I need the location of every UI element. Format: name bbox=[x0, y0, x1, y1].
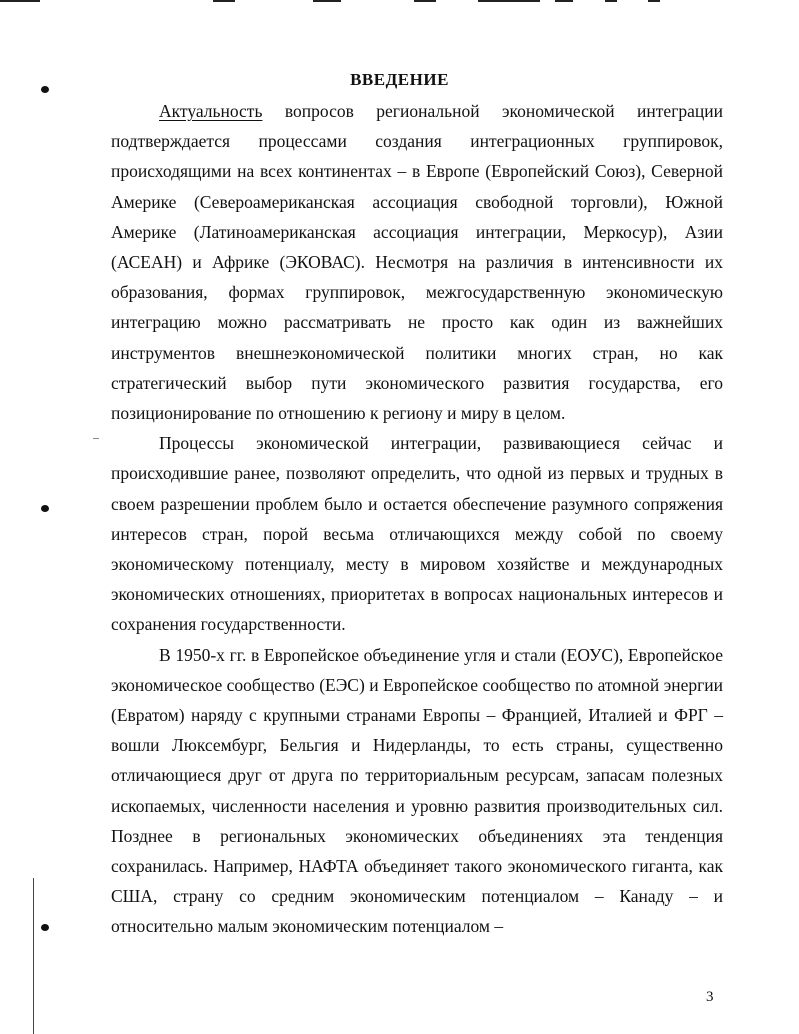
scan-edge-line bbox=[313, 0, 341, 2]
underlined-term: Актуальность bbox=[159, 101, 263, 121]
scan-edge-line bbox=[605, 0, 617, 2]
scan-edge-line bbox=[33, 878, 34, 1034]
body-text bbox=[111, 96, 723, 942]
binder-hole-mark bbox=[41, 924, 49, 931]
page-title: ВВЕДЕНИЕ bbox=[350, 70, 449, 89]
paragraph-text: вопросов региональной экономической интеграции подтверждается процессами создания интеграционных группировок, происходящими на всех континентах – в Европе (Европейский Союз), Северной Америке (Североамериканская ассоциация свободной торговли), Южной Америке (Латиноамериканская ассоциация интеграции, Меркосур), Азии (АСЕАН) и Африке (ЭКОВАС). Несмотря на различия в интенсивности их образования, формах группировок, межгосударственную экономическую интеграцию можно рассматривать не просто как один из важнейших инструментов внешнеэкономической политики многих стран, но как стратегический выбор пути экономического развития государства, его позиционирование по отношению к региону и миру в целом. bbox=[111, 101, 723, 424]
scan-edge-line bbox=[0, 0, 40, 2]
paragraph-history: В 1950-х гг. в Европейское объединение угля и стали (ЕОУС), Европейское экономическое сообщество (ЕЭС) и Европейское сообщество по атомной энергии (Евратом) наряду с крупными странами Европы – Францией, Италией и ФРГ – вошли Люксембург, Бельгия и Нидерланды, то есть страны, существенно отличающиеся друг от друга по территориальным ресурсам, запасам полезных ископаемых, численности населения и уровню развития производительных сил. Позднее в региональных экономических объединениях эта тенденция сохранилась. Например, НАФТА объединяет такого экономического гиганта, как США, страну со средним экономическим потенциалом – Канаду – и относительно малым экономическим потенциалом – bbox=[111, 644, 723, 937]
page-number: 3 bbox=[706, 989, 714, 1005]
binder-hole-mark bbox=[41, 505, 49, 512]
scan-edge-line bbox=[478, 0, 540, 2]
scan-edge-line bbox=[213, 0, 235, 2]
paragraph-relevance bbox=[111, 96, 723, 428]
scan-edge-line bbox=[648, 0, 660, 2]
scan-edge-line bbox=[414, 0, 436, 2]
paragraph-processes: Процессы экономической интеграции, развивающиеся сейчас и происходившие ранее, позволяют определить, что одной из первых и трудных в своем разрешении проблем было и остается обеспечение разумного сопряжения интересов стран, порой весьма отличающихся между собой по своему экономическому потенциалу, месту в мировом хозяйстве и международных экономических отношениях, приоритетах в вопросах национальных интересов и сохранения государственности. bbox=[111, 433, 723, 635]
margin-tick bbox=[93, 438, 99, 439]
scan-edge-line bbox=[555, 0, 573, 2]
